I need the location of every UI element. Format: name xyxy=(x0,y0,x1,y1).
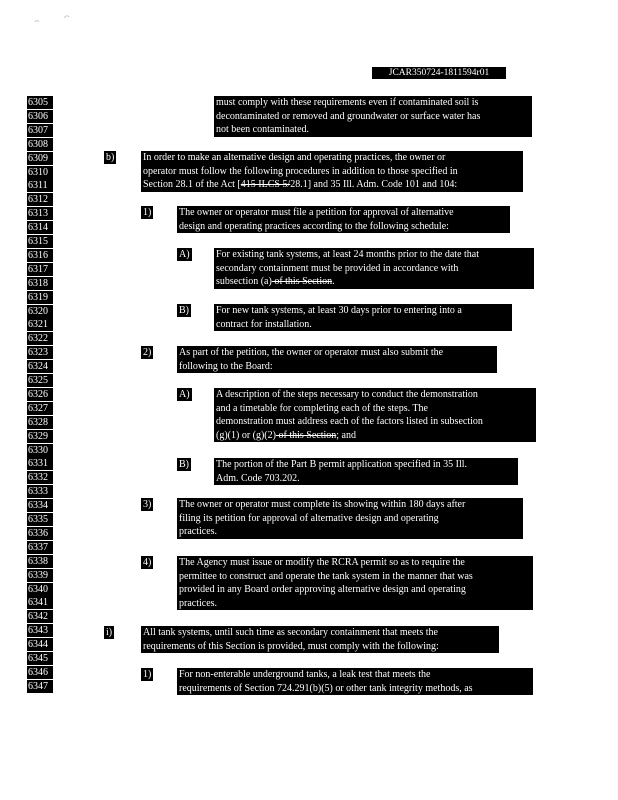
text-line: contract for installation. xyxy=(216,318,312,330)
paragraph-c1 xyxy=(177,668,533,695)
text-line: For non-enterable underground tanks, a leak test that meets the xyxy=(179,669,431,680)
item-marker-a: A) xyxy=(179,389,190,400)
text: (g)(1) or (g)(2) xyxy=(216,429,276,441)
line-number: 6342 xyxy=(27,610,53,623)
line-number: 6340 xyxy=(27,583,53,596)
text-line: For new tank systems, at least 30 days prior to entering into a xyxy=(216,305,462,316)
line-number: 6335 xyxy=(27,513,53,526)
text-line: Adm. Code 703.202. xyxy=(216,472,300,484)
line-number: 6344 xyxy=(27,638,53,651)
text-line: As part of the petition, the owner or operator must also submit the xyxy=(179,347,444,358)
text-line: filing its petition for approval of alternative design and operating xyxy=(179,512,439,524)
text-line: A description of the steps necessary to conduct the demonstration xyxy=(216,389,478,400)
line-number: 6321 xyxy=(27,318,53,331)
stray-mark-icon xyxy=(30,10,80,30)
text-line: All tank systems, until such time as secondary containment that meets the xyxy=(143,627,438,638)
line-number: 6309 xyxy=(27,152,53,165)
paragraph-b1 xyxy=(177,206,510,233)
line-number: 6341 xyxy=(27,596,53,609)
line-number: 6334 xyxy=(27,499,53,512)
line-number: 6305 xyxy=(27,96,53,109)
line-number: 6313 xyxy=(27,207,53,220)
line-number: 6307 xyxy=(27,124,53,137)
line-number: 6323 xyxy=(27,346,53,359)
item-marker-1: 1) xyxy=(143,207,152,218)
line-number: 6329 xyxy=(27,430,53,443)
paragraph-b2b xyxy=(214,458,518,485)
text-line: practices. xyxy=(179,526,218,537)
text-line: provided in any Board order approving alternative design and operating xyxy=(179,584,466,595)
text-line: The owner or operator must complete its showing within 180 days after xyxy=(179,499,466,510)
text-line: practices. xyxy=(179,597,218,609)
line-number: 6346 xyxy=(27,666,53,679)
document-id: JCAR350724-1811594r01 xyxy=(372,67,506,79)
text-line: not been contaminated. xyxy=(216,124,310,135)
line-number: 6332 xyxy=(27,471,53,484)
struck-text: of this Section xyxy=(271,276,333,287)
text-line: design and operating practices according to the following schedule: xyxy=(179,220,449,232)
text-line: and a timetable for completing each of the steps. The xyxy=(216,402,428,414)
text-line: The portion of the Part B permit application specified in 35 Ill. xyxy=(216,459,468,470)
line-number: 6336 xyxy=(27,527,53,540)
line-number: 6320 xyxy=(27,305,53,318)
struck-text: of this Section xyxy=(275,429,337,441)
text-line: For existing tank systems, at least 24 months prior to the date that xyxy=(216,249,480,260)
text-line: decontaminated or removed and groundwater or surface water has xyxy=(216,110,481,122)
paragraph-b3 xyxy=(177,498,523,539)
item-marker-b: B) xyxy=(179,459,189,470)
line-number: 6343 xyxy=(27,624,53,637)
line-number: 6347 xyxy=(27,680,53,693)
line-number: 6339 xyxy=(27,569,53,582)
text-line: requirements of Section 724.291(b)(5) or other tank integrity methods, as xyxy=(179,682,473,694)
item-marker-a: A) xyxy=(179,249,190,260)
line-number: 6308 xyxy=(27,138,53,151)
line-number: 6325 xyxy=(27,374,53,387)
line-number: 6312 xyxy=(27,193,53,206)
subsection-marker-b: b) xyxy=(106,152,115,163)
paragraph-b xyxy=(141,151,523,192)
line-number: 6319 xyxy=(27,291,53,304)
text: Section 28.1 of the Act [ xyxy=(143,179,241,190)
line-number: 6331 xyxy=(27,457,53,470)
item-marker-2: 2) xyxy=(143,347,152,358)
line-number: 6345 xyxy=(27,652,53,665)
line-number: 6327 xyxy=(27,402,53,415)
line-number: 6314 xyxy=(27,221,53,234)
item-marker-3: 3) xyxy=(143,499,152,510)
line-number: 6326 xyxy=(27,388,53,401)
line-number: 6324 xyxy=(27,360,53,373)
text: ; and xyxy=(336,429,356,441)
text-line: following to the Board: xyxy=(179,360,273,372)
item-marker-4: 4) xyxy=(143,557,152,568)
line-number: 6328 xyxy=(27,416,53,429)
line-number: 6338 xyxy=(27,555,53,568)
text-line: demonstration must address each of the factors listed in subsection xyxy=(216,416,483,427)
text-line: The owner or operator must file a petition for approval of alternative xyxy=(179,207,454,218)
paragraph-b2 xyxy=(177,346,497,373)
paragraph-b1b xyxy=(214,304,512,331)
paragraph-continuation xyxy=(214,96,532,137)
struck-text: 415 ILCS 5/ xyxy=(240,179,291,190)
line-number: 6306 xyxy=(27,110,53,123)
text-line: In order to make an alternative design and operating practices, the owner or xyxy=(143,152,446,163)
paragraph-b1a xyxy=(214,248,534,289)
text-line: secondary containment must be provided in accordance with xyxy=(216,262,459,274)
line-number: 6337 xyxy=(27,541,53,554)
line-number: 6315 xyxy=(27,235,53,248)
text-line: operator must follow the following procedures in addition to those specified in xyxy=(143,165,458,177)
line-number: 6322 xyxy=(27,332,53,345)
item-marker-b: B) xyxy=(179,305,189,316)
text-line: The Agency must issue or modify the RCRA permit so as to require the xyxy=(179,557,465,568)
text-line xyxy=(216,429,534,443)
text: . xyxy=(332,276,335,287)
line-number: 6333 xyxy=(27,485,53,498)
text-line: requirements of this Section is provided, must comply with the following: xyxy=(143,640,439,652)
item-marker-1: 1) xyxy=(143,669,152,680)
line-number: 6330 xyxy=(27,444,53,457)
line-number: 6311 xyxy=(27,179,53,192)
line-number: 6310 xyxy=(27,166,53,179)
line-number: 6318 xyxy=(27,277,53,290)
line-number: 6316 xyxy=(27,249,53,262)
text: subsection (a) xyxy=(216,276,272,287)
text-line: must comply with these requirements even if contaminated soil is xyxy=(216,97,479,108)
paragraph-c xyxy=(141,626,499,653)
text-line xyxy=(143,178,521,192)
text-line xyxy=(216,275,532,289)
text-line: permittee to construct and operate the tank system in the manner that was xyxy=(179,570,473,582)
text: 28.1] and 35 Ill. Adm. Code 101 and 104: xyxy=(290,179,458,190)
line-number: 6317 xyxy=(27,263,53,276)
paragraph-b2a xyxy=(214,388,536,442)
paragraph-b4 xyxy=(177,556,533,610)
subsection-marker-c: i) xyxy=(106,627,113,638)
